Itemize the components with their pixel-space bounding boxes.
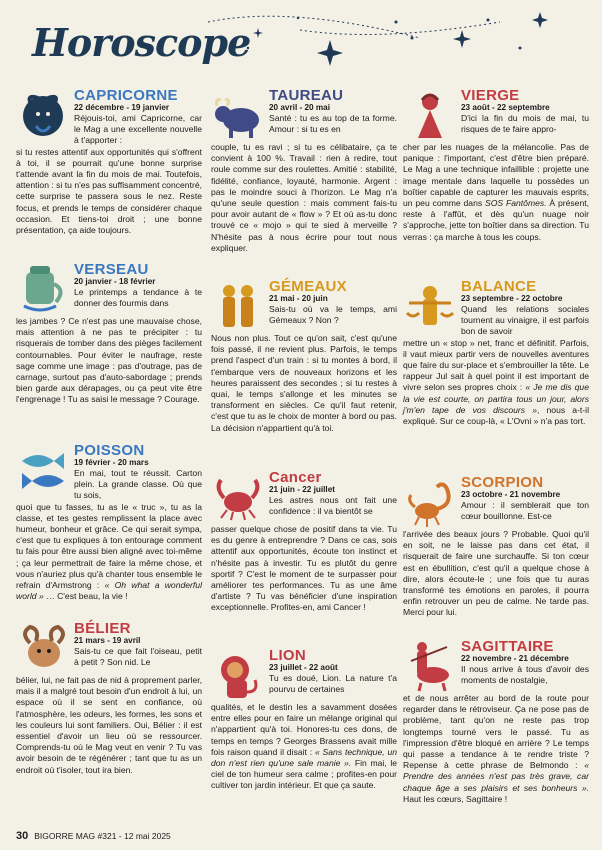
sign-taureau: [211, 88, 397, 273]
sign-dates: 21 mai - 20 juin: [269, 294, 328, 303]
sign-title: SCORPION: [461, 474, 544, 491]
sign-dates: 23 août - 22 septembre: [461, 103, 550, 112]
sign-lion: [211, 648, 397, 792]
sign-dates: 23 juillet - 22 août: [269, 663, 338, 672]
quote: « Sans technique, un don n'est rien qu'une sale manie ».: [211, 746, 398, 769]
quote: « Je me dis que la vie est courte, on partira tous un jour, alors j'm'en tape de vos discours »: [403, 382, 589, 415]
sign-intro: Santé : tu es au top de ta forme. Amour : si tu es en: [269, 113, 397, 135]
sign-title: BÉLIER: [74, 620, 131, 637]
page-number: 30: [16, 830, 29, 842]
quote: SOS Fantômes.: [485, 198, 547, 209]
quote: « Oh what a wonderful world »: [16, 580, 202, 602]
sign-title: BALANCE: [461, 278, 537, 295]
sign-text: passer quelque chose de positif dans ta vie. Tu es du genre à entreprendre ? Dans ce cas, sois attentif aux opportunités, écoute ton instinct et n'hésite pas à investir. Tu es plutôt du genre sportif ? C'est le moment de te surpasser pour améliorer tes performances. Tu as une âme d'artiste ? Tu vas bénéficier d'une inspiration exceptionnelle. Profites-en, ami Cancer !: [211, 524, 397, 613]
sign-intro: D'ici la fin du mois de mai, tu risques de te faire appro-: [461, 113, 589, 135]
sign-text: si tu restes attentif aux opportunités qui s'offrent à toi, il se pourrait qu'une bonne surprise t'attende avant la fin du mois de mai. Toutefois, attention : si tu n'es pas suffisamment concentré, cette surprise te passera sous le nez. Reste focus, et prends le temps de considérer chaque occasion. Et tiens-toi droit ; une bonne présentation, ça aide toujours.: [16, 146, 202, 236]
sign-text: [403, 693, 589, 805]
sign-dates: 23 octobre - 21 novembre: [461, 490, 561, 499]
sign-intro: Sais-tu ce que fait l'oiseau, petit à petit ? Son nid. Le: [74, 646, 202, 668]
sign-text: [211, 702, 397, 792]
sign-title: POISSON: [74, 442, 145, 459]
page-title: Horoscope: [32, 20, 251, 65]
sign-intro: En mai, tout te réussit. Carton plein. La grande classe. Où que tu sois,: [74, 468, 202, 501]
sign-dates: 22 décembre - 19 janvier: [74, 103, 170, 112]
text-end: À présent, reste à l'affût, et dès qu'un nuage noir s'approche, jette ton boîtier dans sa direction. Tu verras : ça marche à tous les coups.: [403, 198, 590, 242]
column-middle: [211, 88, 397, 798]
sign-cancer: [211, 470, 397, 642]
sign-title: VERSEAU: [74, 261, 149, 278]
sign-text: les jambes ? Ce n'est pas une mauvaise chose, mais attention à ne pas te précipiter : tu risquerais de tomber dans des pièges facilement contournables. Pour éviter le naufrage, reste sage comme une image : pas d'outrage, pas de carnage, surtout pas d'auto-sabordage ; prends bien garde aux dérapages, ou ça peut vite être l'engrenage ! Tu as saisi le message ? Courage.: [16, 316, 202, 405]
sign-text: Nous non plus. Tout ce qu'on sait, c'est qu'une fois passé, il ne revient plus. Parfois, le temps prend l'aspect d'un train : si tu montes à bord, il t'embarque vers de nouveaux horizons et les heures paraissent des secondes ; si tu restes à quai, le temps s'allonge et les minutes se transforment en siècles. Ce qu'il faut retenir, c'est que tu as le choix de monter à bord ou pas. La décision n'appartient qu'à toi.: [211, 333, 397, 433]
taurus-icon: [211, 88, 265, 142]
sign-dates: 23 septembre - 22 octobre: [461, 294, 563, 303]
libra-icon: [403, 279, 457, 333]
sign-dates: 21 mars - 19 avril: [74, 636, 141, 645]
text-part: quoi que tu fasses, tu as le « truc », tu as la classe, et tes gestes remplissent la place avec humeur, bonheur et grâce. Ce qui serait sympa, c'est que tu expliques à ton entourage comment tu fais pour être aussi bien aligné avec toi-même ; ça leur permettrait de faire la même chose, et vous n'auriez plus qu'à chanter tous ensemble le refrain d'Armstrong :: [16, 501, 202, 591]
sign-title: CAPRICORNE: [74, 87, 178, 104]
cancer-icon: [211, 470, 265, 524]
sign-text: [16, 502, 202, 603]
sign-intro: Le printemps a tendance à te donner des fourmis dans: [74, 287, 202, 309]
text-part: qualités, et le destin les a savamment dosées entre elles pour en faire un mélange original qui n'appartient qu'à toi. Honores-tu ces dons, de temps en temps ? Georges Brassens avait mille fois raison quand il disait :: [211, 702, 397, 757]
sign-poisson: [16, 443, 202, 615]
sign-text: bélier, lui, ne fait pas de nid à proprement parler, mais il a malgré tout besoin d'un endroit à lui, un espace où il se sent en confiance, où l'atmosphère, les odeurs, les formes, les sons et les couleurs lui sont familiers. Oui, Bélier : il est essentiel d'avoir un lieu où se ressourcer. Comprends-tu où le Mag veut en venir ? Tu vas avoir besoin de te régénérer ; tant que tu as un endroit où t'isoler, tout ira bien.: [16, 675, 202, 775]
sign-title: Cancer: [269, 469, 322, 486]
sign-dates: 21 juin - 22 juillet: [269, 485, 335, 494]
sign-balance: [403, 279, 589, 469]
sign-intro: Il nous arrive à tous d'avoir des moments de nostalgie,: [461, 664, 589, 686]
sign-dates: 20 janvier - 18 février: [74, 277, 156, 286]
sign-intro: Tu es doué, Lion. La nature t'a pourvu de certaines: [269, 673, 397, 695]
pisces-icon: [16, 443, 70, 497]
sign-verseau: [16, 262, 202, 437]
sign-gemeaux: [211, 279, 397, 464]
sign-text: [403, 142, 589, 243]
sign-text: [403, 338, 589, 428]
text-part: cher par les nuages de la mélancolie. Pas de panique : l'important, c'est d'être bien préparé. Le Mag a une technique infaillible : projette une image mentale dans laquelle tu possèdes un boîtier capable de capturer les mauvais esprits, un peu comme dans: [403, 142, 589, 209]
aquarius-icon: [16, 262, 70, 316]
sign-dates: 19 février - 20 mars: [74, 458, 149, 467]
sign-capricorne: [16, 88, 202, 256]
sign-title: GÉMEAUX: [269, 278, 347, 295]
leo-icon: [211, 648, 265, 702]
sign-belier: [16, 621, 202, 776]
aries-icon: [16, 621, 70, 675]
sign-text: l'arrivée des beaux jours ? Probable. Quoi qu'il en soit, ne le laisse pas dans cet état, il risquerait de faire une surchauffe. Si ton cœur est en ébullition, c'est qu'il a quelque chose à dire, alors écoute-le ; une fois que tu auras transformé tes émotions en paroles, il pourra enfin retrouver un peu de calme. Ne tarde pas. Merci pour lui.: [403, 529, 589, 618]
text-end: … C'est beau, la vie !: [46, 591, 128, 602]
sign-dates: 22 novembre - 21 décembre: [461, 654, 569, 663]
sign-intro: Réjouis-toi, ami Capricorne, car le Mag a une excellente nouvelle à t'apporter :: [74, 113, 202, 146]
virgo-icon: [403, 88, 457, 142]
scorpio-icon: [403, 475, 457, 529]
header: [0, 0, 602, 85]
sign-dates: 20 avril - 20 mai: [269, 103, 330, 112]
sign-intro: Amour : il semblerait que ton cœur bouillonne. Est-ce: [461, 500, 589, 522]
footer: [16, 830, 171, 842]
column-right: [403, 88, 589, 811]
sign-title: SAGITTAIRE: [461, 638, 554, 655]
text-part: et de nous arrêter au bord de la route pour regarder dans le rétroviseur. Ça ne pose pas de problème, tant qu'on ne reste pas trop longtemps tourné vers le passé. Tu as l'impression d'être bloqué en arrière ? Le temps qui passe a tendance à te rendre triste ? Repense à cette phrase de Belmondo :: [403, 693, 589, 771]
sign-intro: Sais-tu où va le temps, ami Gémeaux ? Non ?: [269, 304, 397, 326]
text-end: , nous a-t-il expliqué. Sur ce coup-là, « L'Ovni » n'a pas tort.: [403, 404, 589, 427]
sign-scorpion: [403, 475, 589, 633]
sign-sagittaire: [403, 639, 589, 805]
sagittarius-icon: [403, 639, 457, 693]
sign-title: LION: [269, 647, 307, 664]
issue-label: BIGORRE MAG #321 - 12 mai 2025: [34, 831, 171, 841]
text-end: Fin mai, le ciel de ton humeur sera calme ; profites-en pour cultiver ton jardin intérieur. Et que ça saute.: [211, 758, 398, 791]
sign-vierge: [403, 88, 589, 273]
column-left: [16, 88, 202, 782]
gemini-icon: [211, 279, 265, 333]
text-end: Haut les cœurs, Sagittaire !: [403, 793, 508, 804]
sign-title: TAUREAU: [269, 87, 344, 104]
sign-intro: Quand les relations sociales tournent au vinaigre, il est parfois bon de savoir: [461, 304, 589, 337]
capricorn-icon: [16, 88, 70, 142]
sign-text: couple, tu es ravi ; si tu es célibataire, ça te convient à 100 %. Travail : rien à redire, tout roule comme sur des roulettes. Amitié : stabilité, fidélité, confiance, loyauté, harmonie. Argent : pas le moindre souci à l'horizon. Le Mag n'a qu'une seule question : mais comment fais-tu pour avoir autant de « flow » ? Et où as-tu donc trouvé ce « mojo » qui te sied à merveille ? N'hésite pas à nous écrire pour tout nous expliquer.: [211, 142, 397, 253]
sign-title: VIERGE: [461, 87, 520, 104]
sign-intro: Les astres nous ont fait une confidence : il va bientôt se: [269, 495, 397, 517]
text-part: mettre un « stop » net, franc et définitif. Parfois, il vaut mieux partir vers de nouvelles aventures que faire du sur-place et s'embrouiller la tête. Le rappeur Jul sait à quel point il est important de vivre selon ses propres choix :: [403, 337, 589, 393]
quote: « Prendre des années n'est pas très grave, car chaque âge a ses plaisirs et ses bonheurs ».: [403, 760, 589, 793]
